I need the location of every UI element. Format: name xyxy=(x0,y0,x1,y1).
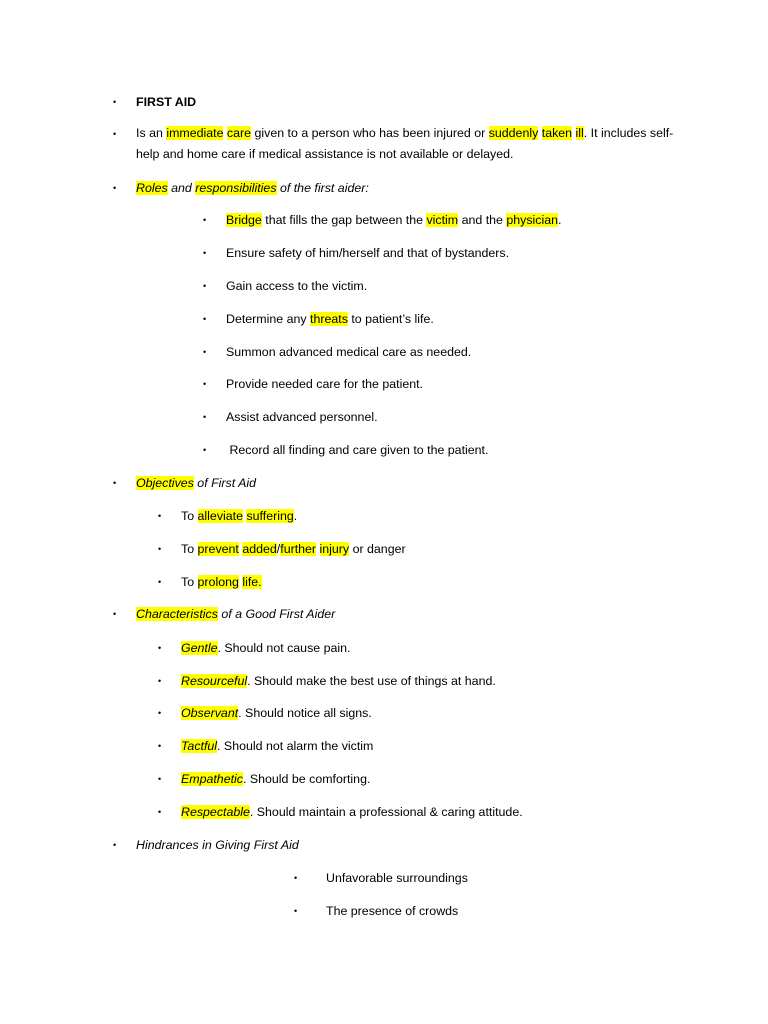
role-item: Provide needed care for the patient. xyxy=(226,377,424,391)
highlight: life. xyxy=(242,575,262,589)
characteristic-item: Tactful. Should not alarm the victim xyxy=(181,739,374,753)
highlight: suddenly xyxy=(488,126,539,140)
hindrance-item: Unfavorable surroundings xyxy=(326,871,468,885)
highlight: ill xyxy=(575,126,584,140)
highlight: physician xyxy=(506,213,559,227)
bullet: • xyxy=(203,347,207,357)
highlight: taken xyxy=(541,126,573,140)
characteristics-heading: Characteristics of a Good First Aider xyxy=(136,607,336,621)
bullet: • xyxy=(113,840,117,850)
role-item: Summon advanced medical care as needed. xyxy=(226,345,472,359)
highlight: victim xyxy=(426,213,459,227)
highlight: Empathetic xyxy=(181,772,243,786)
doc-title: FIRST AID xyxy=(136,95,197,109)
highlight: immediate xyxy=(166,126,224,140)
highlight: Tactful xyxy=(181,739,218,753)
bullet: • xyxy=(203,379,207,389)
hindrances-heading: Hindrances in Giving First Aid xyxy=(136,838,299,852)
bullet: • xyxy=(113,97,117,107)
characteristic-item: Gentle. Should not cause pain. xyxy=(181,641,351,655)
bullet: • xyxy=(158,807,162,817)
bullet: • xyxy=(113,609,117,619)
highlight: added xyxy=(242,542,277,556)
hindrance-item: The presence of crowds xyxy=(326,904,459,918)
highlight: injury xyxy=(319,542,350,556)
highlight: prevent xyxy=(197,542,239,556)
highlight: further xyxy=(280,542,317,556)
highlight: suffering xyxy=(246,509,294,523)
characteristic-item: Respectable. Should maintain a professional & caring attitude. xyxy=(181,805,523,819)
characteristic-item: Observant. Should notice all signs. xyxy=(181,706,372,720)
bullet: • xyxy=(294,873,298,883)
role-item: Gain access to the victim. xyxy=(226,279,368,293)
characteristic-item: Empathetic. Should be comforting. xyxy=(181,772,371,786)
bullet: • xyxy=(113,478,117,488)
bullet: • xyxy=(158,774,162,784)
bullet: • xyxy=(158,643,162,653)
highlight: Gentle xyxy=(181,641,218,655)
bullet: • xyxy=(203,412,207,422)
highlight: Respectable xyxy=(181,805,250,819)
objective-item: To prolong life. xyxy=(181,575,262,589)
bullet: • xyxy=(158,577,162,587)
definition-paragraph: Is an immediate care given to a person who has been injured or suddenly taken ill. It includes self-help and home care if medical assistance is not available or delayed. xyxy=(136,126,674,161)
bullet: • xyxy=(158,544,162,554)
roles-heading: Roles and responsibilities of the first aider: xyxy=(136,181,369,195)
highlight: Roles xyxy=(136,181,168,195)
bullet: • xyxy=(113,129,117,139)
objectives-heading: Objectives of First Aid xyxy=(136,476,257,490)
highlight: care xyxy=(226,126,252,140)
highlight: Objectives xyxy=(136,476,194,490)
bullet: • xyxy=(158,741,162,751)
objective-item: To alleviate suffering. xyxy=(181,509,298,523)
role-item: Bridge that fills the gap between the victim and the physician. xyxy=(226,213,562,227)
highlight: Characteristics xyxy=(136,607,218,621)
bullet: • xyxy=(203,248,207,258)
objective-item: To prevent added/further injury or danger xyxy=(181,542,406,556)
highlight: Resourceful xyxy=(181,674,248,688)
bullet: • xyxy=(158,708,162,718)
bullet: • xyxy=(203,215,207,225)
bullet: • xyxy=(158,511,162,521)
role-item: Record all finding and care given to the patient. xyxy=(226,443,489,457)
highlight: threats xyxy=(310,312,348,326)
role-item: Ensure safety of him/herself and that of bystanders. xyxy=(226,246,510,260)
role-item: Determine any threats to patient’s life. xyxy=(226,312,434,326)
highlight: prolong xyxy=(197,575,239,589)
bullet: • xyxy=(294,906,298,916)
bullet: • xyxy=(158,676,162,686)
characteristic-item: Resourceful. Should make the best use of things at hand. xyxy=(181,674,496,688)
bullet: • xyxy=(203,314,207,324)
bullet: • xyxy=(203,445,207,455)
highlight: alleviate xyxy=(197,509,243,523)
bullet: • xyxy=(203,281,207,291)
bullet: • xyxy=(113,183,117,193)
role-item: Assist advanced personnel. xyxy=(226,410,378,424)
highlight: Observant xyxy=(181,706,239,720)
highlight: Bridge xyxy=(226,213,262,227)
highlight: responsibilities xyxy=(195,181,277,195)
